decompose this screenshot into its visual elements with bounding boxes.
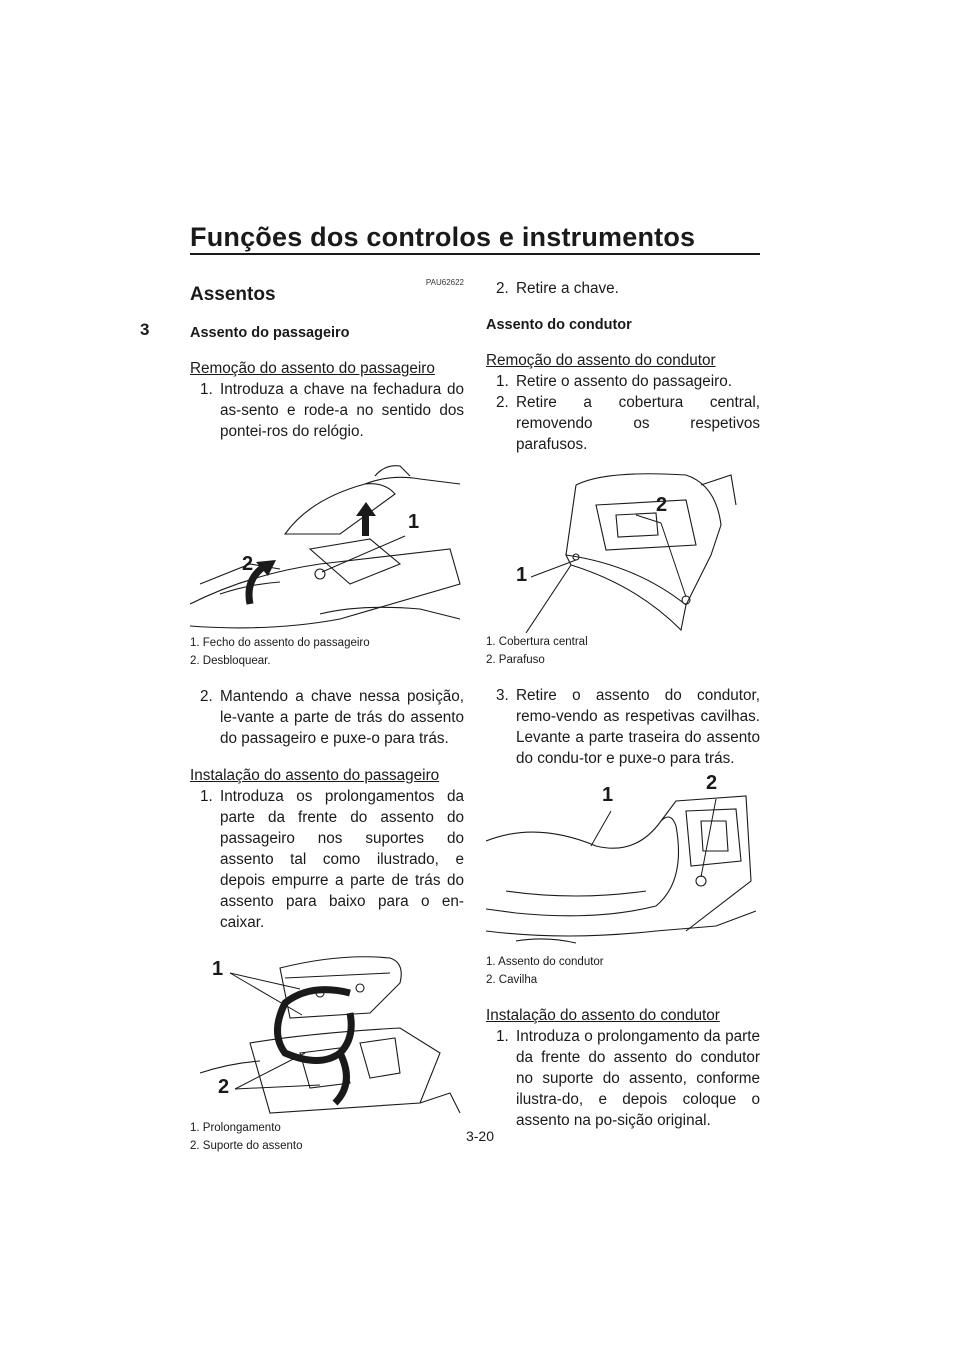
- step-item: [486, 685, 760, 769]
- figure-caption: 2. Suporte do assento: [190, 1140, 303, 1152]
- figure-caption: 2. Cavilha: [486, 974, 538, 986]
- figure-caption: 1. Prolongamento: [190, 1122, 281, 1134]
- header-rule: [190, 253, 760, 255]
- removal-heading-rider: Remoção do assento do condutor: [486, 352, 716, 369]
- removal-heading-passenger: Remoção do assento do passageiro: [190, 360, 435, 377]
- figure-center-cover: [486, 465, 760, 633]
- callout-label: 1: [602, 784, 614, 806]
- install-heading-passenger: Instalação do assento do passageiro: [190, 767, 440, 784]
- figure-rider-seat: [486, 772, 760, 953]
- callout-label: 2: [656, 494, 668, 516]
- step-text: Mantendo a chave nessa posição, le-vante a parte de trás do assento do passageiro e puxe-o para trás.: [220, 688, 464, 747]
- step-number: 2.: [496, 280, 509, 297]
- section-title: Assentos: [190, 284, 276, 305]
- step-item: [486, 371, 760, 392]
- document-code: PAU62622: [425, 278, 464, 287]
- callout-label: 2: [218, 1076, 230, 1098]
- install-heading-rider: Instalação do assento do condutor: [486, 1007, 720, 1024]
- step-text: Introduza a chave na fechadura do as-sento e rode-a no sentido dos pontei-ros do relógio.: [220, 381, 464, 440]
- figure-caption: 2. Parafuso: [486, 654, 545, 666]
- step-number: 2.: [200, 688, 213, 705]
- callout-label: 2: [706, 772, 718, 794]
- step-text: Introduza os prolongamentos da parte da frente do assento do passageiro nos suportes do assento tal como ilustrado, e depois empurre a parte de trás do assento para baixo para o en-caixar.: [220, 788, 464, 931]
- illustration-rider-seat: [486, 781, 760, 953]
- illustration-center-cover: [486, 465, 760, 633]
- callout-label: 2: [242, 553, 254, 575]
- subsection-title-passenger: Assento do passageiro: [190, 325, 350, 341]
- figure-caption: 1. Cobertura central: [486, 636, 588, 648]
- step-number: 3.: [496, 687, 509, 704]
- callout-label: 1: [408, 511, 420, 533]
- step-item: [190, 686, 464, 749]
- figure-passenger-seat-install: [190, 943, 464, 1119]
- page-header-title: Funções dos controlos e instrumentos: [190, 222, 696, 252]
- figure-caption: 2. Desbloquear.: [190, 655, 271, 667]
- step-number: 2.: [496, 394, 509, 411]
- step-text: Introduza o prolongamento da parte da frente do assento do condutor no suporte do assento, conforme ilustra-do, e depois coloque o assento na po-sição original.: [516, 1028, 760, 1129]
- step-item: [486, 392, 760, 455]
- figure-caption: 1. Assento do condutor: [486, 956, 604, 968]
- chapter-tab: [0, 262, 182, 1042]
- step-text: Retire o assento do passageiro.: [516, 373, 732, 390]
- step-text: Retire a cobertura central, removendo os respetivos parafusos.: [516, 394, 760, 453]
- illustration-passenger-seat-install: [190, 943, 464, 1119]
- step-number: 1.: [200, 788, 213, 805]
- figure-caption: 1. Fecho do assento do passageiro: [190, 637, 370, 649]
- page-number: 3-20: [465, 1128, 495, 1144]
- illustration-passenger-seat-lock: [190, 454, 464, 634]
- step-text: Retire o assento do condutor, remo-vendo as respetivas cavilhas. Levante a parte traseira do assento do condu-tor e puxe-o para trás.: [516, 687, 760, 767]
- step-item: [190, 786, 464, 933]
- step-item: [190, 379, 464, 442]
- right-column: [486, 272, 760, 1131]
- step-item: [486, 278, 760, 299]
- callout-label: 1: [212, 958, 224, 980]
- step-number: 1.: [200, 381, 213, 398]
- step-item: [486, 1026, 760, 1131]
- step-number: 1.: [496, 1028, 509, 1045]
- step-number: 1.: [496, 373, 509, 390]
- step-text: Retire a chave.: [516, 280, 619, 297]
- chapter-number: 3: [140, 320, 150, 339]
- callout-label: 1: [516, 564, 528, 586]
- figure-passenger-seat-lock: [190, 454, 464, 634]
- left-column: [190, 272, 464, 1155]
- subsection-title-rider: Assento do condutor: [486, 317, 632, 333]
